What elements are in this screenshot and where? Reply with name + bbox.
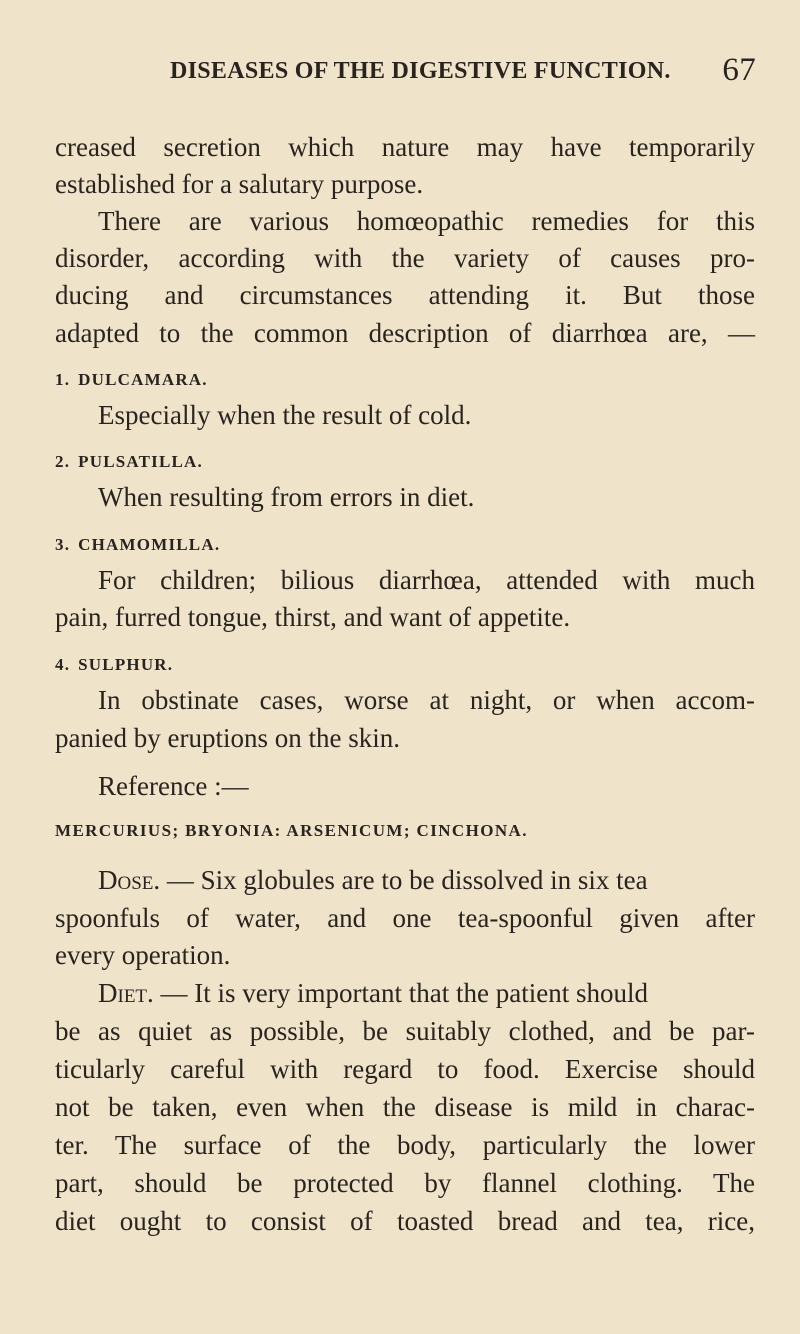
remedy-2-text: When resulting from errors in diet.: [98, 482, 475, 512]
remedy-heading-1: 1. DULCAMARA.: [55, 370, 208, 389]
remedy-4-text-2: panied by eruptions on the skin.: [55, 723, 400, 753]
remedy-3-text-2: pain, furred tongue, thirst, and want of appetite.: [55, 602, 571, 632]
diet-line-6: part, should be protected by flannel clothing. The: [55, 1168, 755, 1198]
diet-line-5: ter. The surface of the body, particularly the lower: [55, 1130, 755, 1160]
page-number: 67: [722, 52, 756, 88]
diet-line-1: Diet. — It is very important that the patient should: [98, 978, 648, 1008]
dose-line-1: Dose. — Six globules are to be dissolved in six tea: [98, 865, 648, 895]
diet-line-7: diet ought to consist of toasted bread and tea, rice,: [55, 1206, 755, 1236]
reference-label: Reference :—: [98, 771, 249, 801]
intro-line-3: There are various homœopathic remedies for this: [98, 206, 755, 236]
intro-line-2: established for a salutary purpose.: [55, 169, 424, 199]
diet-line-3: ticularly careful with regard to food. Exercise should: [55, 1054, 755, 1084]
remedy-4-text-1: In obstinate cases, worse at night, or when accom-: [98, 685, 755, 715]
intro-line-6: adapted to the common description of diarrhœa are, —: [55, 318, 755, 348]
remedy-heading-3: 3. CHAMOMILLA.: [55, 535, 221, 554]
diet-line-4: not be taken, even when the disease is mild in charac-: [55, 1092, 755, 1122]
diet-line-2: be as quiet as possible, be suitably clothed, and be par-: [55, 1016, 755, 1046]
running-head-title: DISEASES OF THE DIGESTIVE FUNCTION.: [170, 58, 671, 84]
intro-line-1: creased secretion which nature may have temporarily: [55, 132, 755, 162]
dose-line-2: spoonfuls of water, and one tea-spoonful given after: [55, 903, 755, 933]
remedy-3-text-1: For children; bilious diarrhœa, attended with much: [98, 565, 755, 595]
remedy-1-text: Especially when the result of cold.: [98, 400, 472, 430]
reference-list: MERCURIUS; BRYONIA: ARSENICUM; CINCHONA.: [55, 821, 528, 840]
dose-line-3: every operation.: [55, 940, 231, 970]
intro-line-4: disorder, according with the variety of causes pro-: [55, 243, 755, 273]
remedy-heading-4: 4. SULPHUR.: [55, 655, 174, 674]
diet-label: Diet.: [98, 978, 154, 1008]
intro-line-5: ducing and circumstances attending it. But those: [55, 280, 755, 310]
remedy-heading-2: 2. PULSATILLA.: [55, 452, 203, 471]
dose-label: Dose.: [98, 865, 161, 895]
running-head: [170, 52, 770, 88]
